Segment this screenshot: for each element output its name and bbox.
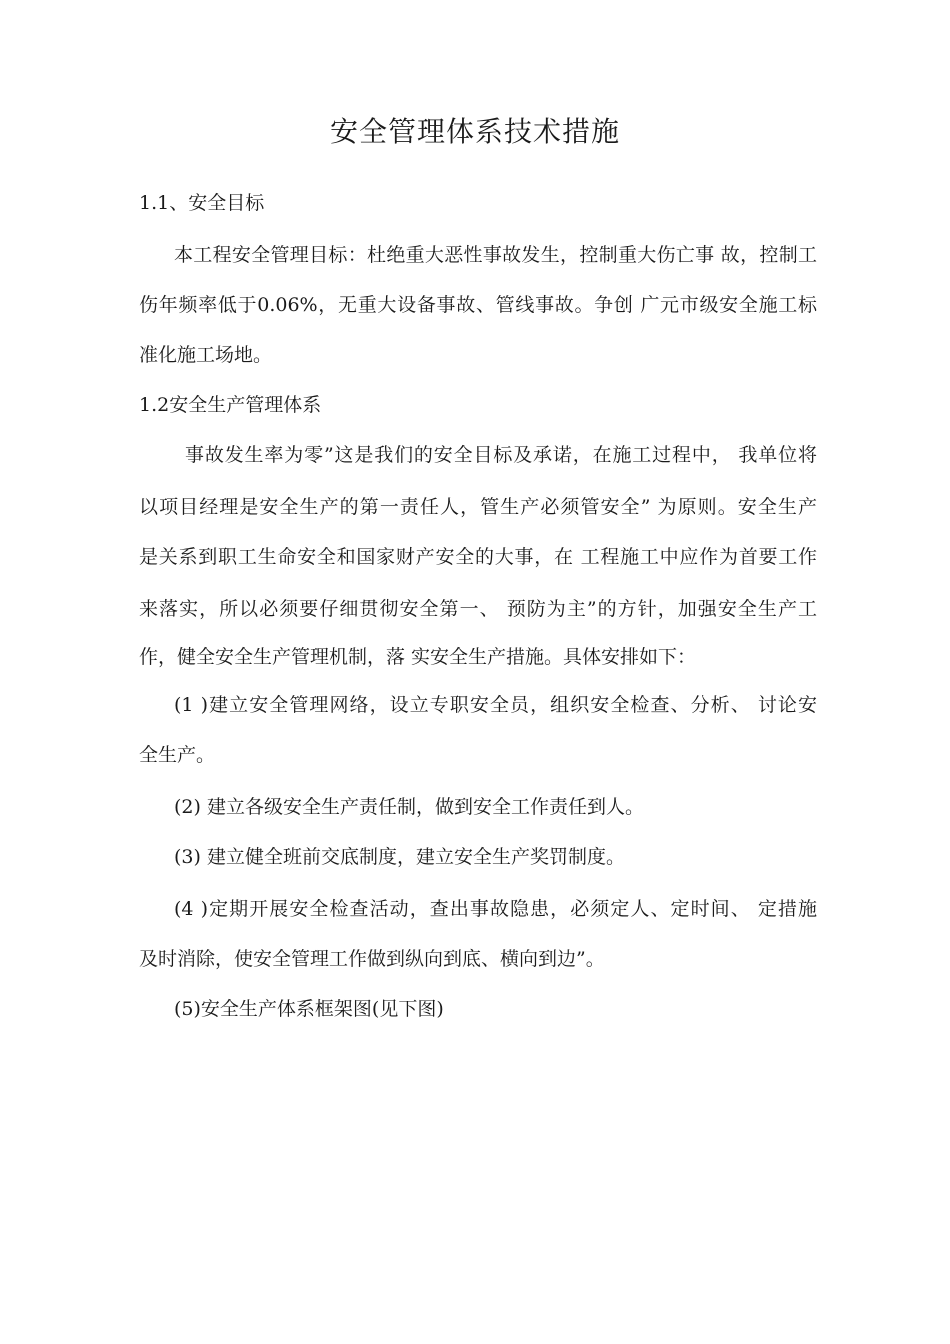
list-item-4: (4 )定期开展安全检查活动，查出事故隐患，必须定人、定时间、 定措施 [174,898,817,920]
paragraph-line: 来落实，所以必须要仔细贯彻安全第一、 预防为主”的方针，加强安全生产工 [139,598,817,620]
list-item-3: (3) 建立健全班前交底制度，建立安全生产奖罚制度。 [174,846,625,868]
paragraph-line: 准化施工场地。 [139,344,273,366]
section-heading-1-1: 1.1、安全目标 [139,192,265,214]
page-title: 安全管理体系技术措施 [329,115,620,148]
paragraph-line: 本工程安全管理目标：杜绝重大恶性事故发生，控制重大伤亡事 故，控制工 [174,244,817,266]
paragraph-line: 事故发生率为零”这是我们的安全目标及承诺，在施工过程中， 我单位将 [185,444,817,466]
paragraph-line: 伤年频率低于0.06%，无重大设备事故、管线事故。争创 广元市级安全施工标 [139,294,817,316]
paragraph-line: 作，健全安全生产管理机制，落 实安全生产措施。具体安排如下： [139,646,697,668]
paragraph-line: 以项目经理是安全生产的第一责任人，管生产必须管安全” 为原则。安全生产 [139,496,817,518]
section-heading-1-2: 1.2安全生产管理体系 [139,394,322,416]
list-item-2: (2) 建立各级安全生产责任制，做到安全工作责任到人。 [174,796,644,818]
list-item-4-cont: 及时消除，使安全管理工作做到纵向到底、横向到边”。 [139,948,605,970]
list-item-1: (1 )建立安全管理网络，设立专职安全员，组织安全检查、分析、 讨论安 [174,694,817,716]
paragraph-line: 是关系到职工生命安全和国家财产安全的大事，在 工程施工中应作为首要工作 [139,546,817,568]
list-item-5: (5)安全生产体系框架图(见下图) [174,998,444,1020]
list-item-1-cont: 全生产。 [139,744,216,766]
